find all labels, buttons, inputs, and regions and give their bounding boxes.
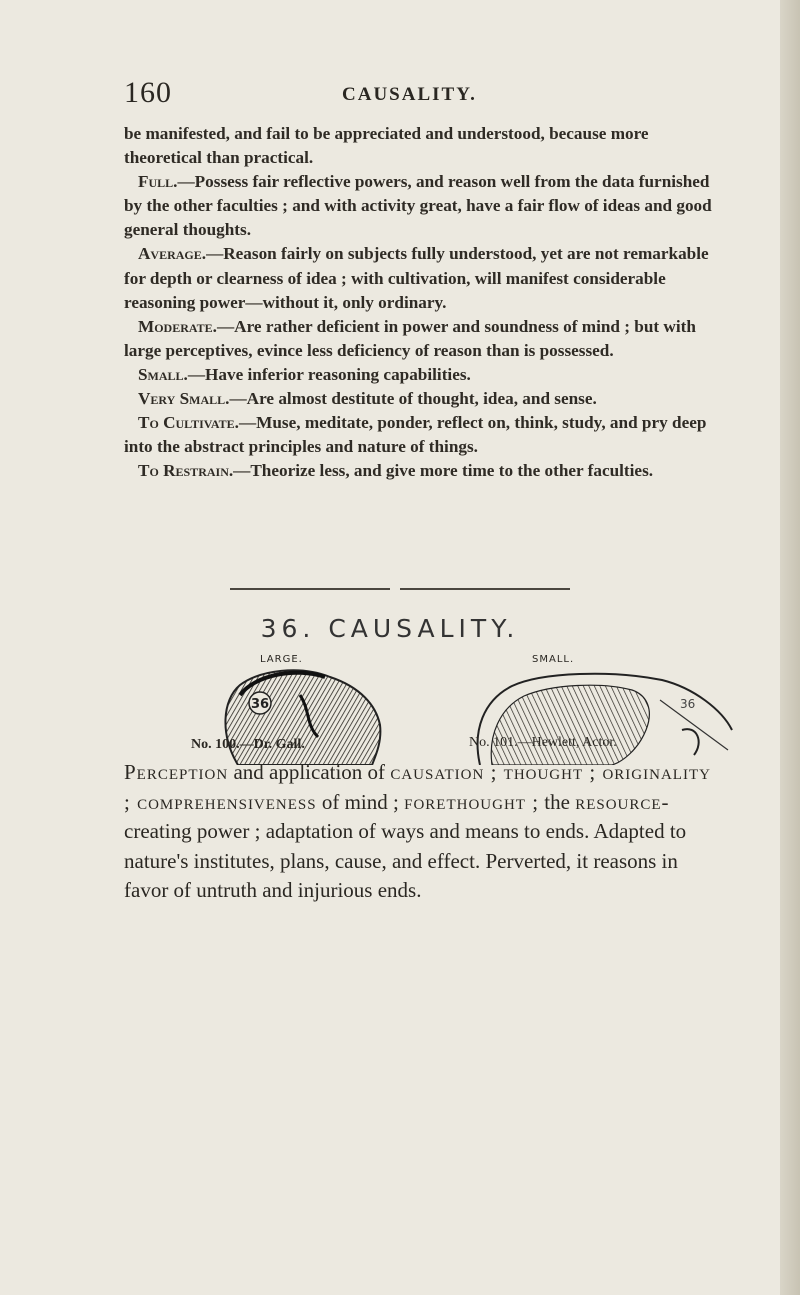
paragraph-text: —Muse, meditate, ponder, reflect on, think, study, and pry deep into the abstract principles and nature of things. <box>124 413 707 457</box>
term-full: Full. <box>138 172 178 192</box>
paragraph-full <box>124 170 718 242</box>
paragraph-text: —Possess fair reflective powers, and reason well from the data furnished by the other faculties ; and with activity great, have a fair flow of ideas and good general thoughts. <box>124 172 712 240</box>
term-cultivate: To Cultivate. <box>138 413 239 433</box>
running-head: CAUSALITY. <box>342 84 477 105</box>
paragraph-text: —Theorize less, and give more time to the other faculties. <box>233 461 654 481</box>
paragraph-small <box>124 363 718 387</box>
term-very-small: Very Small. <box>138 389 230 409</box>
page-header <box>0 76 780 116</box>
term-moderate: Moderate. <box>138 316 217 336</box>
description-paragraph <box>124 758 724 906</box>
paragraph-very-small <box>124 387 718 411</box>
description-text: and application of <box>228 760 391 784</box>
caption-left: No. 100.—Dr. Gall. <box>191 737 305 752</box>
label-large: LARGE. <box>260 654 303 665</box>
paragraph-text: —Are almost destitute of thought, idea, and sense. <box>229 389 597 409</box>
term-restrain: To Restrain. <box>138 461 234 481</box>
paragraph-cultivate <box>124 411 718 459</box>
description-smallcaps: causation ; thought ; originality ; comprehensiveness <box>124 760 711 814</box>
description-lead: Perception <box>124 760 229 784</box>
paragraph-average <box>124 242 718 314</box>
term-small: Small. <box>138 364 188 384</box>
divider-rule-left <box>230 588 390 590</box>
description-text: of mind ; <box>316 789 405 814</box>
divider-rule-right <box>400 588 570 590</box>
description-text: -creating power ; adaptation of ways and means to ends. Adapted to nature's institutes, plans, cause, and effect. Perverted, it reasons in favor of untruth and injurious ends. <box>124 789 687 902</box>
body-text <box>124 122 718 483</box>
paragraph-text: —Have inferior reasoning capabilities. <box>187 364 471 384</box>
term-average: Average. <box>138 244 207 264</box>
page-number: 160 <box>124 76 172 109</box>
description-smallcaps: forethought ; <box>404 789 540 814</box>
paragraph-text: —Are rather deficient in power and soundness of mind ; but with large perceptives, evince less deficiency of reason than is possessed. <box>124 316 696 360</box>
portrait-number-left: 36 <box>250 697 270 712</box>
paragraph-text: —Reason fairly on subjects fully understood, yet are not remarkable for depth or clearness of idea ; with cultivation, will manifest considerable reasoning power—without it, only ordinary. <box>124 244 709 312</box>
caption-right: No. 101.—Hewlett, Actor. <box>469 735 617 750</box>
description-text: the <box>539 789 576 814</box>
figure-title: 36. CAUSALITY. <box>260 614 520 643</box>
portrait-number-right: 36 <box>680 697 696 711</box>
description-smallcaps: resource <box>575 789 662 814</box>
label-small: SMALL. <box>532 654 575 665</box>
paragraph-restrain <box>124 459 718 483</box>
paragraph-intro <box>124 122 718 170</box>
paragraph-moderate <box>124 315 718 363</box>
paragraph-text: be manifested, and fail to be appreciated and understood, because more theoretical than practical. <box>124 124 649 168</box>
page-edge <box>780 0 800 1295</box>
